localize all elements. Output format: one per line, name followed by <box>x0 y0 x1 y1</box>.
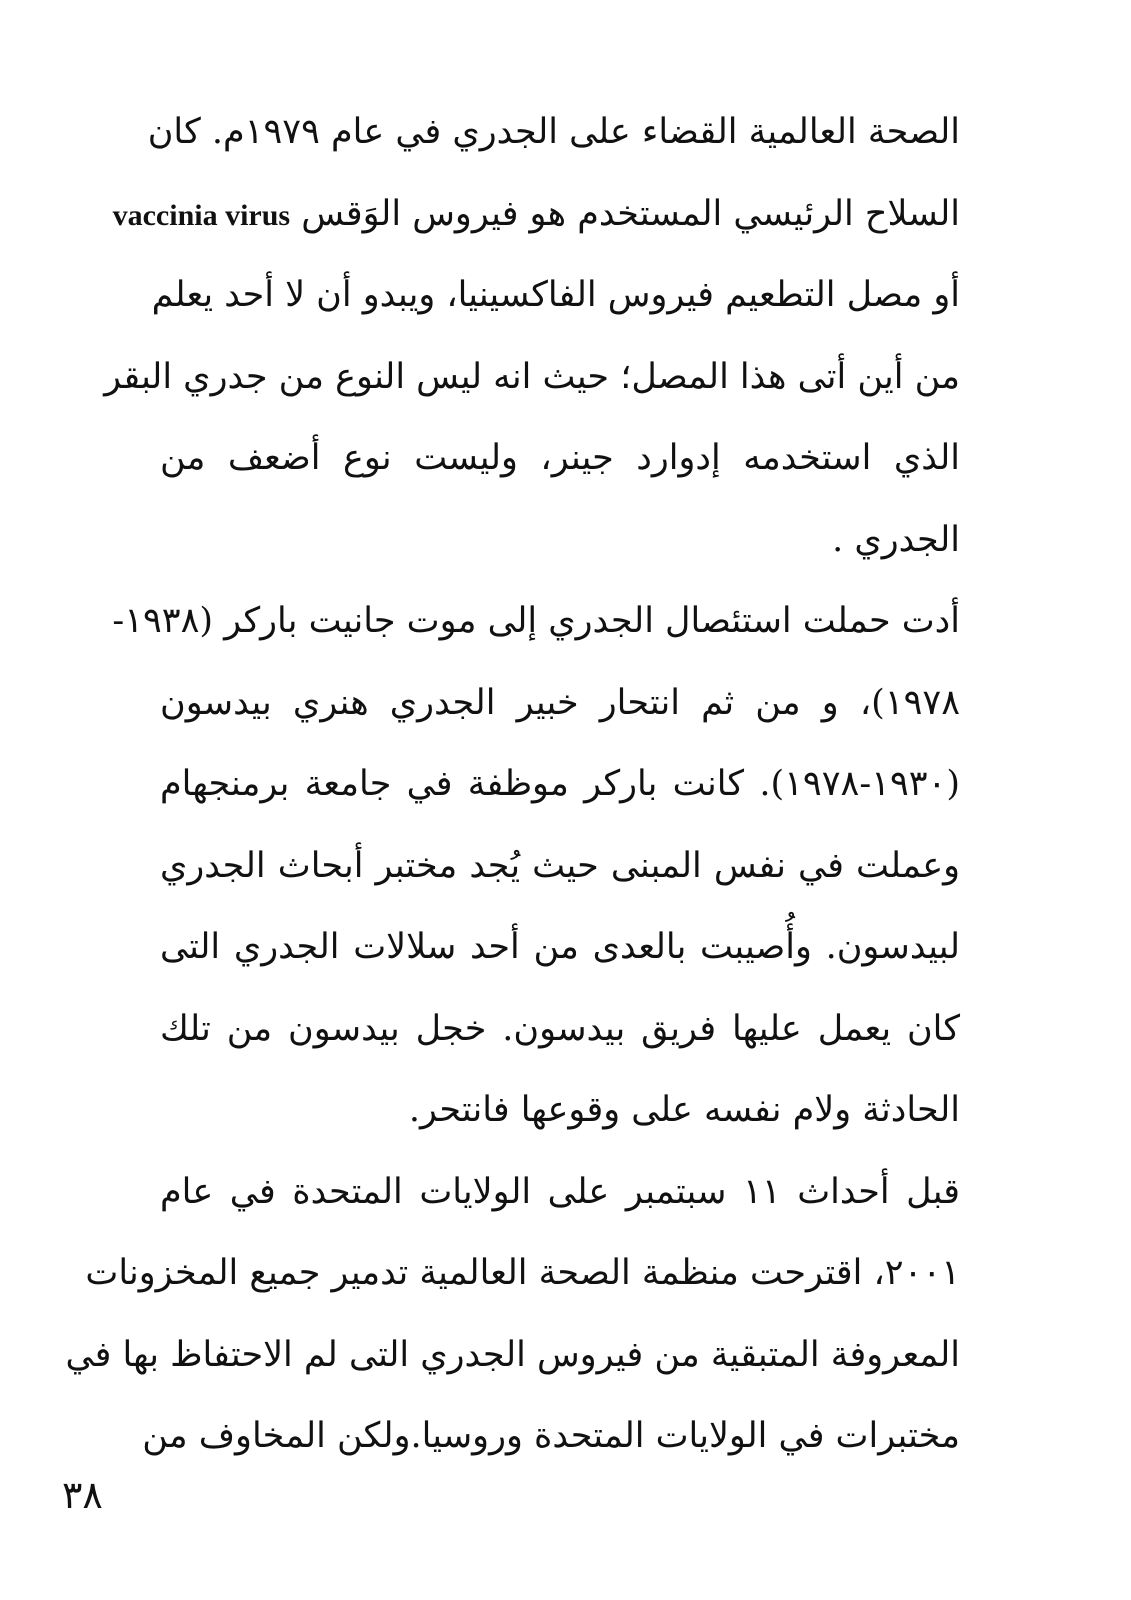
text-line: لبيدسون. وأُصيبت بالعدى من أحد سلالات الجدري التى <box>160 927 960 967</box>
text-line: قبل أحداث ١١ سبتمبر على الولايات المتحدة في عام <box>160 1171 960 1212</box>
text-line: الصحة العالمية القضاء على الجدري في عام ١٩٧٩م. كان <box>147 112 960 152</box>
page-number: ٣٨ <box>62 1473 103 1517</box>
latin-term: vaccinia virus <box>112 198 291 232</box>
body-text <box>65 92 960 1478</box>
text-line: الجدري . <box>832 519 960 560</box>
text-line: المعروفة المتبقية من فيروس الجدري التى لم الاحتفاظ بها في <box>65 1334 960 1375</box>
text-line: وعملت في نفس المبنى حيث يُجد مختبر أبحاث الجدري <box>160 845 960 886</box>
text-segment: السلاح الرئيسي المستخدم هو فيروس الوَقس <box>301 193 960 234</box>
text-line: ١٩٧٨)، و من ثم انتحار خبير الجدري هنري بيدسون <box>160 682 960 723</box>
text-line: الحادثة ولام نفسه على وقوعها فانتحر. <box>408 1090 960 1130</box>
text-line: كان يعمل عليها فريق بيدسون. خجل بيدسون من تلك <box>160 1008 960 1049</box>
text-line <box>112 174 960 256</box>
text-line: أو مصل التطعيم فيروس الفاكسينيا، ويبدو أن لا أحد يعلم <box>151 275 960 315</box>
text-line: من أين أتى هذا المصل؛ حيث انه ليس النوع من جدري البقر <box>104 356 960 397</box>
text-line: ٢٠٠١، اقترحت منظمة الصحة العالمية تدمير جميع المخزونات <box>85 1253 960 1293</box>
text-line: أدت حملت استئصال الجدري إلى موت جانيت باركر (١٩٣٨- <box>112 601 960 641</box>
text-line: مختبرات في الولايات المتحدة وروسيا.ولكن المخاوف من <box>142 1416 960 1456</box>
text-line: (١٩٣٠-١٩٧٨). كانت باركر موظفة في جامعة برمنجهام <box>160 764 960 804</box>
text-line: الذي استخدمه إدوارد جينر، وليست نوع أضعف من <box>160 438 960 478</box>
